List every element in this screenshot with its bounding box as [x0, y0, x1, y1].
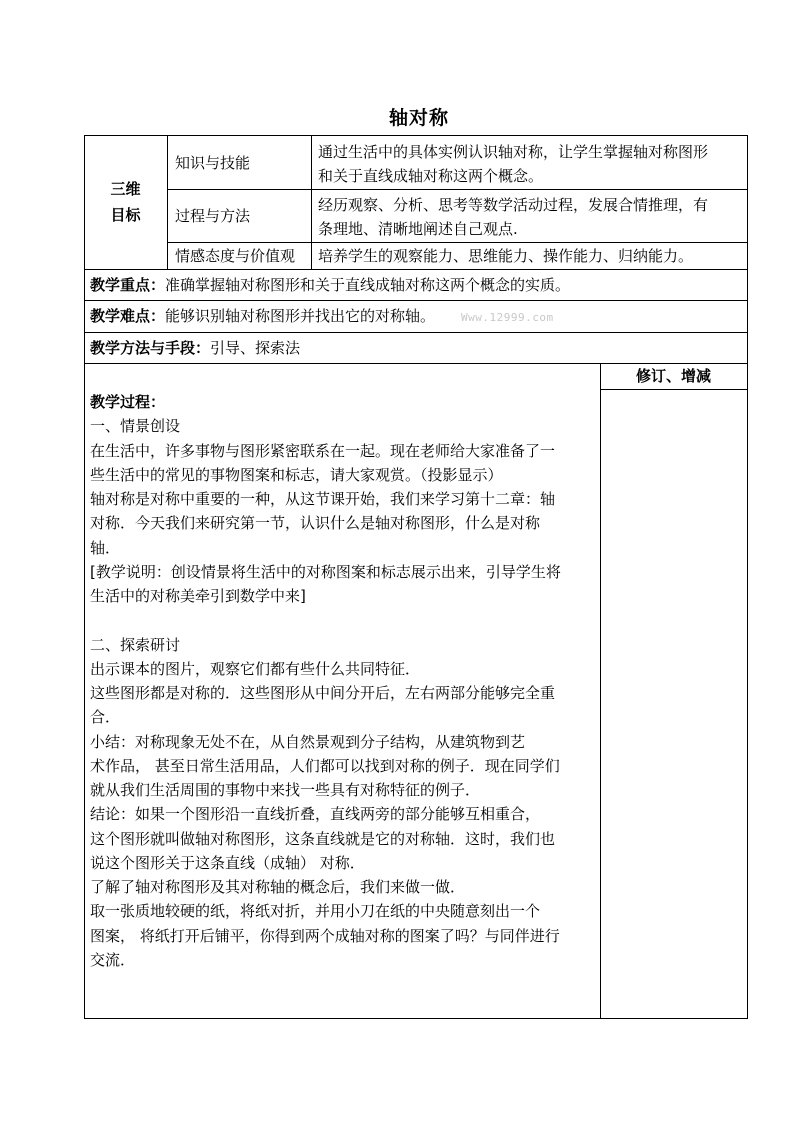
goals-label-divider — [167, 135, 168, 269]
process-line: 轴对称是对称中重要的一种，从这节课开始，我们来学习第十二章：轴 — [90, 490, 556, 508]
process-line: 对称．今天我们来研究第一节，认识什么是轴对称图形，什么是对称 — [90, 514, 541, 533]
process-line: 就从我们生活周围的事物中来找一些具有对称特征的例子． — [90, 781, 481, 799]
difficulty-text: 能够识别轴对称图形并找出它的对称轴。 — [165, 307, 436, 325]
goal-content-process-2: 条理地、清晰地阐述自己观点. — [318, 220, 518, 238]
goal-label-process: 过程与方法 — [175, 207, 251, 225]
table-border-bottom — [84, 1018, 748, 1019]
goals-content-divider — [311, 135, 312, 269]
process-line: 取一张质地较硬的纸，将纸对折，并用小刀在纸的中央随意刻出一个 — [90, 902, 541, 921]
goals-label-line1: 三维 — [110, 180, 141, 198]
row-divider-3 — [84, 269, 748, 270]
process-line: 交流． — [90, 950, 136, 969]
goal-label-knowledge: 知识与技能 — [175, 154, 251, 172]
process-line: 生活中的对称美牵引到数学中来] — [90, 587, 306, 605]
process-line: 一、情景创设 — [90, 417, 181, 436]
process-line: 这个图形就叫做轴对称图形，这条直线就是它的对称轴．这时，我们也 — [90, 829, 556, 848]
row-divider-4 — [84, 300, 748, 301]
process-heading: 教学过程： — [90, 393, 166, 411]
table-border-top — [84, 135, 748, 136]
method-text: 引导、探索法 — [210, 339, 301, 357]
process-line: 些生活中的常见的事物图案和标志，请大家观赏。（投影显示） — [90, 465, 503, 484]
process-line: 小结：对称现象无处不在，从自然景观到分子结构，从建筑物到艺 — [90, 732, 526, 751]
table-border-right — [747, 135, 748, 1019]
goal-content-attitude: 培养学生的观察能力、思维能力、操作能力、归纳能力。 — [318, 247, 694, 265]
revision-column-divider — [600, 363, 601, 1019]
process-content — [90, 390, 600, 972]
difficulty-row — [90, 304, 435, 328]
row-divider-2 — [167, 242, 748, 243]
goal-label-attitude: 情感态度与价值观 — [175, 247, 296, 265]
process-line: 在生活中，许多事物与图形紧密联系在一起。现在老师给大家准备了一 — [90, 441, 556, 460]
goal-content-process-1: 经历观察、分析、思考等数学活动过程，发展合情推理，有 — [318, 196, 709, 214]
process-line: 了解了轴对称图形及其对称轴的概念后，我们来做一做． — [90, 878, 466, 896]
revision-header: 修订、增减 — [635, 367, 711, 385]
process-line: 这些图形都是对称的．这些图形从中间分开后，左右两部分能够完全重 — [90, 684, 556, 702]
method-row — [90, 336, 300, 360]
process-line — [90, 608, 600, 632]
watermark-text: Www.12999.com — [461, 311, 554, 324]
key-point-label: 教学重点： — [90, 276, 166, 294]
process-line: 说这个图形关于这条直线（成轴） 对称． — [90, 853, 365, 872]
process-line: 结论：如果一个图形沿一直线折叠，直线两旁的部分能够互相重合， — [90, 805, 541, 824]
process-line: 轴． — [90, 538, 121, 557]
row-divider-1 — [167, 189, 748, 190]
goal-content-knowledge-1: 通过生活中的具体实例认识轴对称，让学生掌握轴对称图形 — [318, 143, 709, 161]
process-line: 图案， 将纸打开后铺平，你得到两个成轴对称的图案了吗？与同伴进行 — [90, 926, 560, 945]
process-line: 术作品， 甚至日常生活用品，人们都可以找到对称的例子．现在同学们 — [90, 756, 560, 775]
method-label: 教学方法与手段： — [90, 339, 211, 357]
process-line: 二、探索研讨 — [90, 635, 181, 654]
key-point-row — [90, 273, 570, 297]
difficulty-label: 教学难点： — [90, 307, 166, 325]
key-point-text: 准确掌握轴对称图形和关于直线成轴对称这两个概念的实质。 — [165, 276, 571, 294]
process-line: [教学说明：创设情景将生活中的对称图案和标志展示出来，引导学生将 — [90, 562, 561, 581]
process-line: 出示课本的图片，观察它们都有些什么共同特征． — [90, 659, 421, 678]
table-border-left — [84, 135, 85, 1019]
process-line: 合． — [90, 708, 121, 727]
revision-header-divider — [600, 389, 748, 390]
goals-label-line2: 目标 — [110, 206, 141, 224]
page-title: 轴对称 — [388, 107, 449, 129]
row-divider-5 — [84, 332, 748, 333]
goal-content-knowledge-2: 和关于直线成轴对称这两个概念。 — [318, 167, 544, 185]
